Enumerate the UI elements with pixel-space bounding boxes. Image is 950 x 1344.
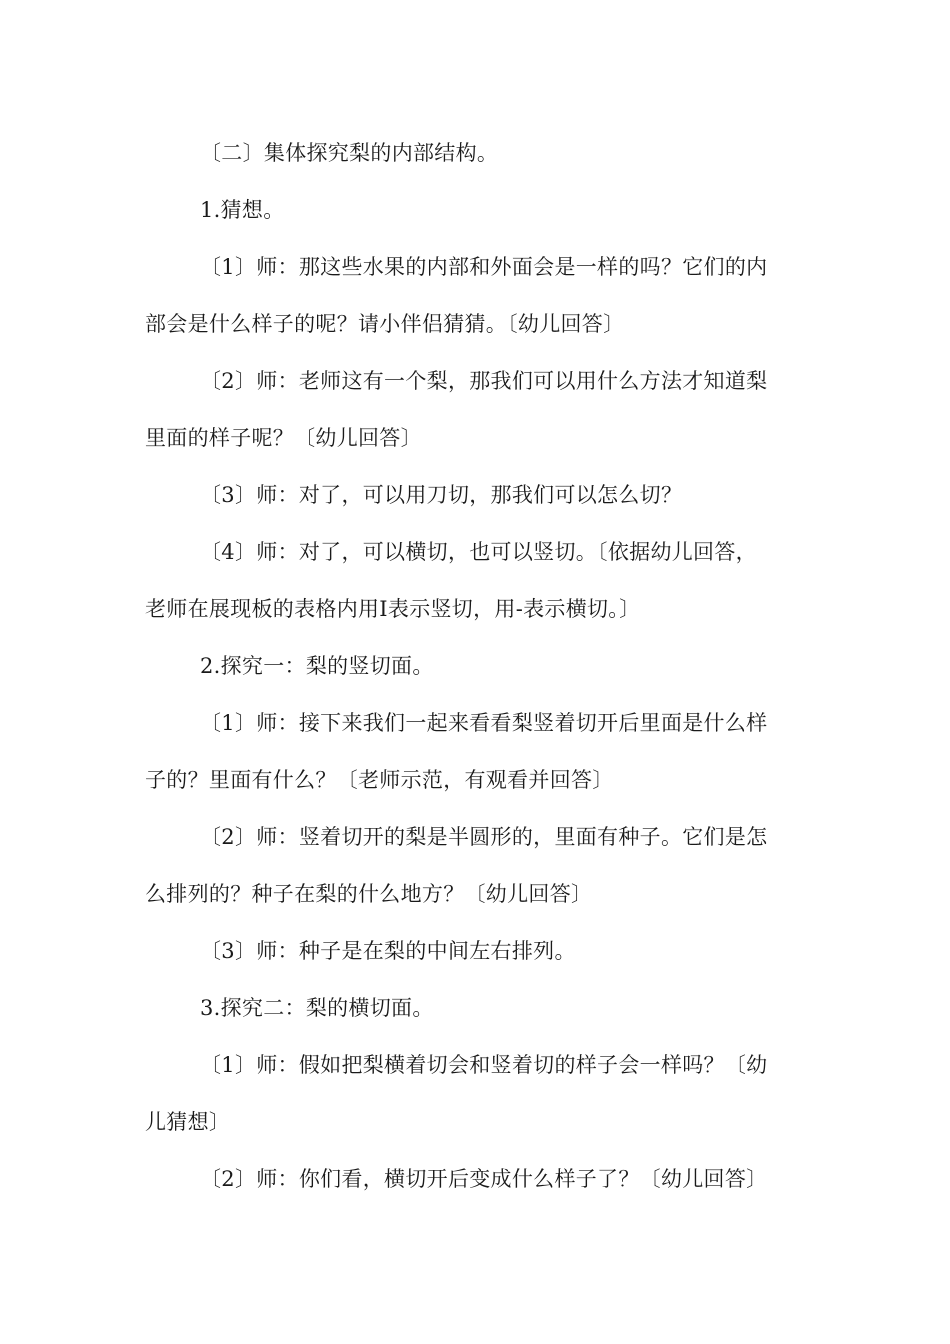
paragraph-line: 〔1〕师：接下来我们一起来看看梨竖着切开后里面是什么样 bbox=[200, 711, 768, 735]
paragraph-line: 么排列的？种子在梨的什么地方？〔幼儿回答〕 bbox=[145, 882, 593, 906]
paragraph-line: 〔1〕师：假如把梨横着切会和竖着切的样子会一样吗？〔幼 bbox=[200, 1053, 768, 1077]
paragraph-line: 〔3〕师：对了，可以用刀切，那我们可以怎么切？ bbox=[200, 483, 683, 507]
paragraph-line: 〔4〕师：对了，可以横切，也可以竖切。〔依据幼儿回答， bbox=[200, 540, 757, 564]
paragraph-line: 〔2〕师：竖着切开的梨是半圆形的，里面有种子。它们是怎 bbox=[200, 825, 768, 849]
paragraph-line: 〔1〕师：那这些水果的内部和外面会是一样的吗？它们的内 bbox=[200, 255, 768, 279]
section-heading: 〔二〕集体探究梨的内部结构。 bbox=[200, 141, 499, 165]
paragraph-line: 〔3〕师：种子是在梨的中间左右排列。 bbox=[200, 939, 576, 963]
paragraph-line: 子的？里面有什么？〔老师示范，有观看并回答〕 bbox=[145, 768, 614, 792]
subheading-explore-two: 3.探究二：梨的横切面。 bbox=[200, 996, 434, 1020]
paragraph-line: 里面的样子呢？〔幼儿回答〕 bbox=[145, 426, 422, 450]
subheading-explore-one: 2.探究一：梨的竖切面。 bbox=[200, 654, 434, 678]
paragraph-line: 〔2〕师：老师这有一个梨，那我们可以用什么方法才知道梨 bbox=[200, 369, 768, 393]
paragraph-line: 老师在展现板的表格内用Ⅰ表示竖切，用-表示横切。〕 bbox=[145, 597, 641, 621]
paragraph-line: 部会是什么样子的呢？请小伴侣猜猜。〔幼儿回答〕 bbox=[145, 312, 625, 336]
subheading-guess: 1.猜想。 bbox=[200, 198, 285, 222]
paragraph-line: 〔2〕师：你们看，横切开后变成什么样子了？〔幼儿回答〕 bbox=[200, 1167, 768, 1191]
paragraph-line: 儿猜想〕 bbox=[145, 1110, 231, 1134]
